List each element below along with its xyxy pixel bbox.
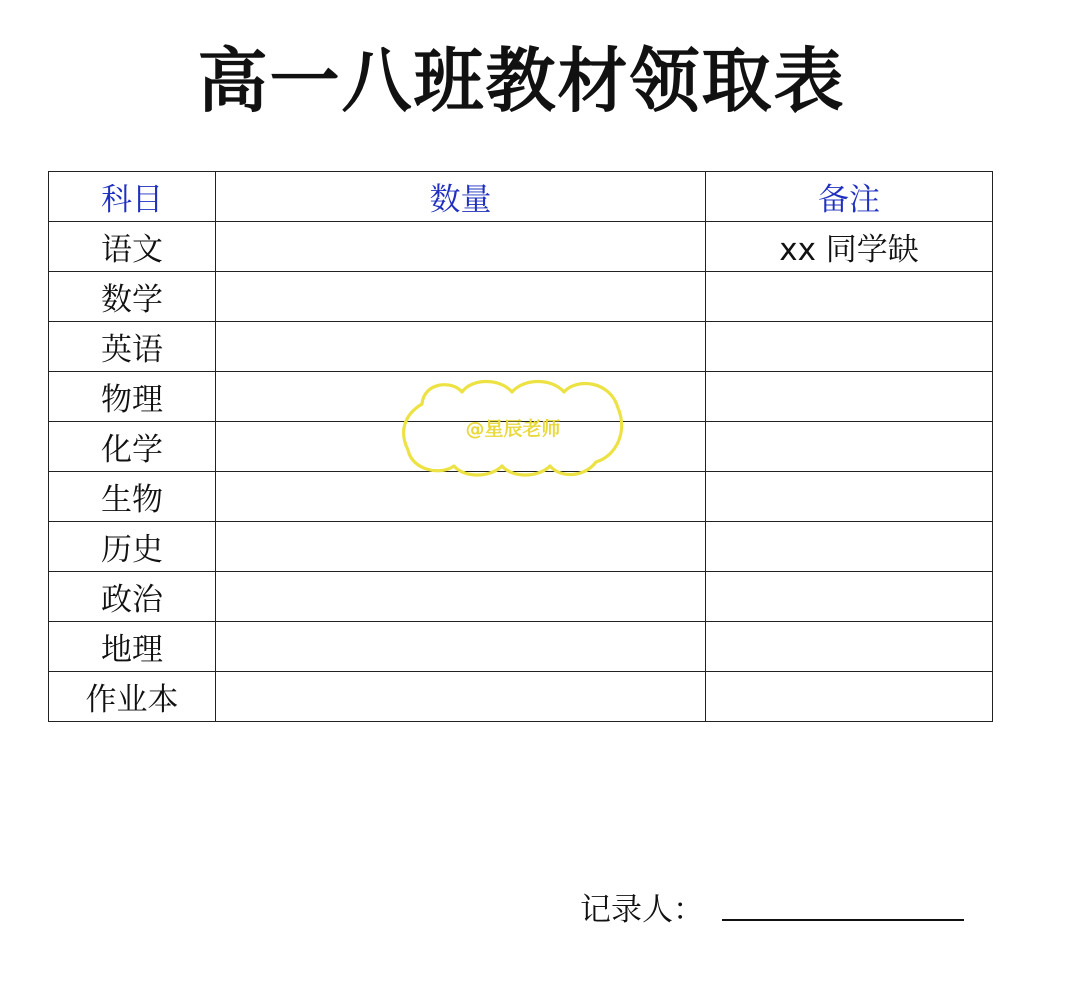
quantity-cell[interactable] (216, 272, 706, 322)
subject-cell: 作业本 (49, 672, 216, 722)
subject-cell: 生物 (49, 472, 216, 522)
quantity-cell[interactable] (216, 672, 706, 722)
header-quantity: 数量 (216, 172, 706, 222)
note-cell[interactable] (706, 522, 993, 572)
note-cell[interactable]: xx 同学缺 (706, 222, 993, 272)
note-cell[interactable] (706, 272, 993, 322)
table-row (49, 522, 993, 572)
recorder-signature-line[interactable] (722, 919, 964, 921)
quantity-cell[interactable] (216, 322, 706, 372)
quantity-cell[interactable] (216, 472, 706, 522)
subject-cell: 政治 (49, 572, 216, 622)
quantity-cell[interactable] (216, 572, 706, 622)
note-cell[interactable] (706, 672, 993, 722)
note-cell[interactable] (706, 572, 993, 622)
table-row (49, 222, 993, 272)
note-cell[interactable] (706, 422, 993, 472)
header-subject: 科目 (49, 172, 216, 222)
quantity-cell[interactable] (216, 522, 706, 572)
table-row (49, 672, 993, 722)
note-cell[interactable] (706, 372, 993, 422)
subject-cell: 语文 (49, 222, 216, 272)
table-row (49, 272, 993, 322)
note-cell[interactable] (706, 472, 993, 522)
subject-cell: 英语 (49, 322, 216, 372)
table-row (49, 622, 993, 672)
subject-cell: 数学 (49, 272, 216, 322)
subject-cell: 物理 (49, 372, 216, 422)
watermark (400, 378, 626, 478)
note-cell[interactable] (706, 322, 993, 372)
table-row (49, 322, 993, 372)
table-row (49, 572, 993, 622)
note-cell[interactable] (706, 622, 993, 672)
table-row (49, 472, 993, 522)
quantity-cell[interactable] (216, 622, 706, 672)
quantity-cell[interactable] (216, 222, 706, 272)
recorder-signature (580, 884, 964, 928)
recorder-label: 记录人： (580, 892, 704, 928)
subject-cell: 化学 (49, 422, 216, 472)
table-header-row (49, 172, 993, 222)
header-note: 备注 (706, 172, 993, 222)
page-title: 高一八班教材领取表 (197, 40, 846, 122)
subject-cell: 地理 (49, 622, 216, 672)
subject-cell: 历史 (49, 522, 216, 572)
watermark-text: @星辰老师 (465, 418, 561, 440)
